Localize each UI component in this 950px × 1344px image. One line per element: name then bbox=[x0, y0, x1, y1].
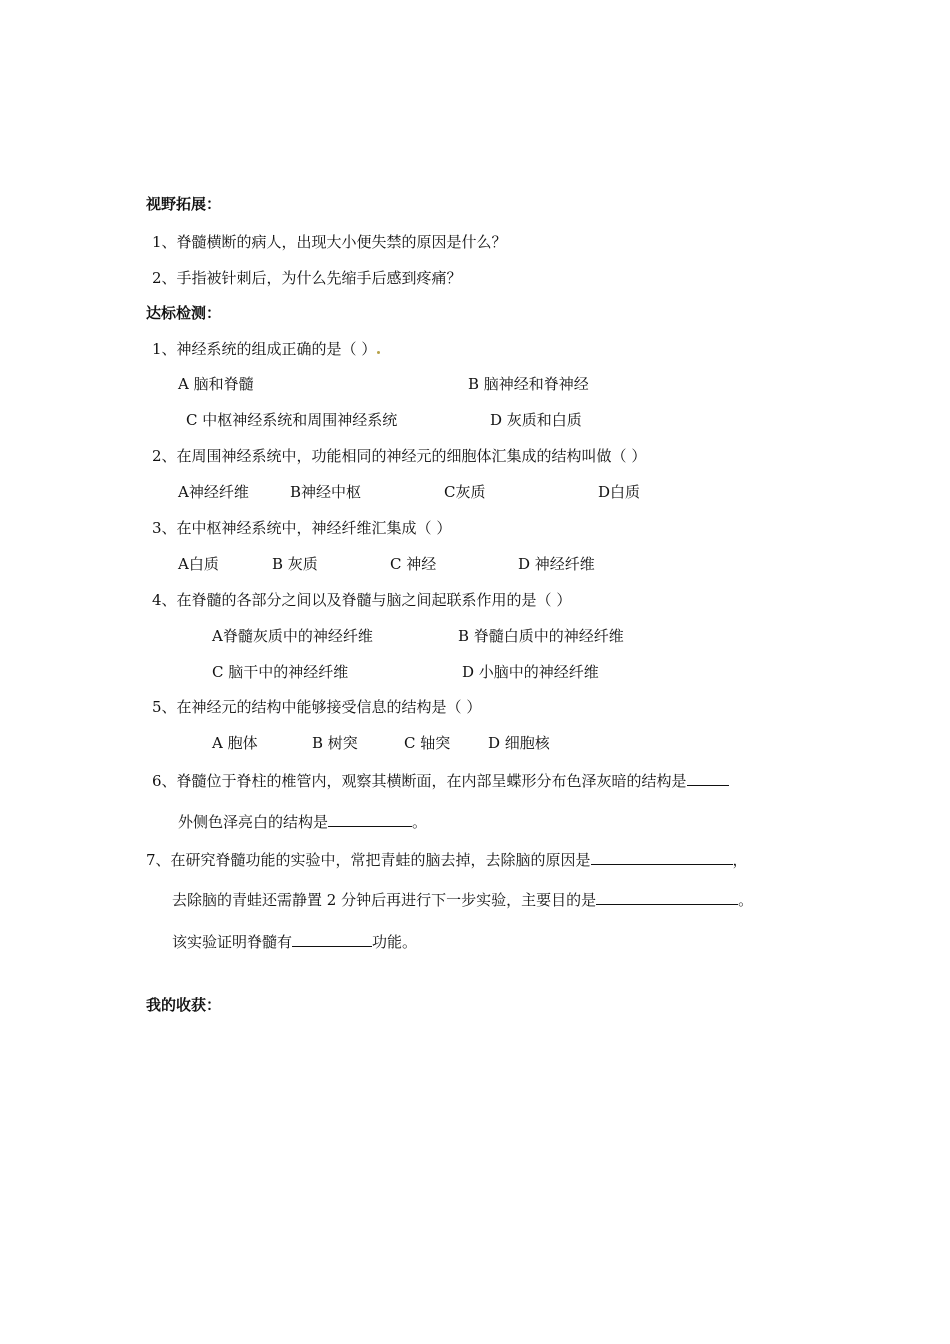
question-2-option-d: D白质 bbox=[598, 483, 641, 501]
outlook-item: 1、脊髓横断的病人，出现大小便失禁的原因是什么？ bbox=[152, 233, 507, 251]
question-3-option-c: C 神经 bbox=[390, 555, 437, 573]
outlook-heading: 视野拓展： bbox=[146, 195, 222, 213]
question-7-line-1: 7、在研究脊髓功能的实验中，常把青蛙的脑去掉，去除脑的原因是 ， bbox=[146, 848, 748, 870]
question-7-line-3: 该实验证明脊髓有 功能。 bbox=[172, 930, 417, 952]
question-4-option-a: A脊髓灰质中的神经纤维 bbox=[212, 627, 373, 645]
question-3-option-a: A白质 bbox=[178, 555, 219, 573]
question-2-option-a: A神经纤维 bbox=[178, 483, 249, 501]
question-5-option-a: A 胞体 bbox=[212, 734, 258, 752]
question-1-option-c: C 中枢神经系统和周围神经系统 bbox=[186, 411, 398, 429]
outlook-item: 2、手指被针刺后，为什么先缩手后感到疼痛？ bbox=[152, 269, 462, 287]
question-7-line-2: 去除脑的青蛙还需静置 2 分钟后再进行下一步实验，主要目的是 。 bbox=[172, 888, 753, 910]
answer-blank[interactable] bbox=[591, 848, 733, 865]
harvest-heading: 我的收获： bbox=[146, 996, 222, 1014]
test-heading: 达标检测： bbox=[146, 304, 222, 322]
question-4-option-c: C 脑干中的神经纤维 bbox=[212, 663, 349, 681]
question-1-option-b: B 脑神经和脊神经 bbox=[468, 375, 589, 393]
question-2-option-b: B神经中枢 bbox=[290, 483, 362, 501]
question-5-option-b: B 树突 bbox=[312, 734, 358, 752]
question-5-option-d: D 细胞核 bbox=[488, 734, 550, 752]
answer-blank[interactable] bbox=[687, 769, 729, 786]
question-4-stem: 4、在脊髓的各部分之间以及脊髓与脑之间起联系作用的是（ ） bbox=[152, 591, 572, 609]
question-5-stem: 5、在神经元的结构中能够接受信息的结构是（ ） bbox=[152, 698, 482, 716]
answer-blank[interactable] bbox=[292, 930, 372, 947]
question-2-stem: 2、在周围神经系统中，功能相同的神经元的细胞体汇集成的结构叫做（ ） bbox=[152, 447, 647, 465]
question-3-stem: 3、在中枢神经系统中，神经纤维汇集成（ ） bbox=[152, 519, 452, 537]
question-6-line-2: 外侧色泽亮白的结构是 。 bbox=[178, 810, 427, 832]
question-5-option-c: C 轴突 bbox=[404, 734, 451, 752]
question-2-option-c: C灰质 bbox=[444, 483, 486, 501]
question-4-option-d: D 小脑中的神经纤维 bbox=[462, 663, 599, 681]
answer-blank[interactable] bbox=[328, 810, 412, 827]
mark-dot bbox=[377, 351, 380, 354]
question-1-stem: 1、神经系统的组成正确的是（ ） bbox=[152, 339, 380, 359]
question-3-option-b: B 灰质 bbox=[272, 555, 318, 573]
question-3-option-d: D 神经纤维 bbox=[518, 555, 595, 573]
question-1-option-d: D 灰质和白质 bbox=[490, 411, 582, 429]
question-4-option-b: B 脊髓白质中的神经纤维 bbox=[458, 627, 624, 645]
question-1-option-a: A 脑和脊髓 bbox=[178, 375, 254, 393]
answer-blank[interactable] bbox=[596, 888, 738, 905]
question-6-line-1: 6、脊髓位于脊柱的椎管内，观察其横断面，在内部呈蝶形分布色泽灰暗的结构是 bbox=[152, 769, 729, 791]
